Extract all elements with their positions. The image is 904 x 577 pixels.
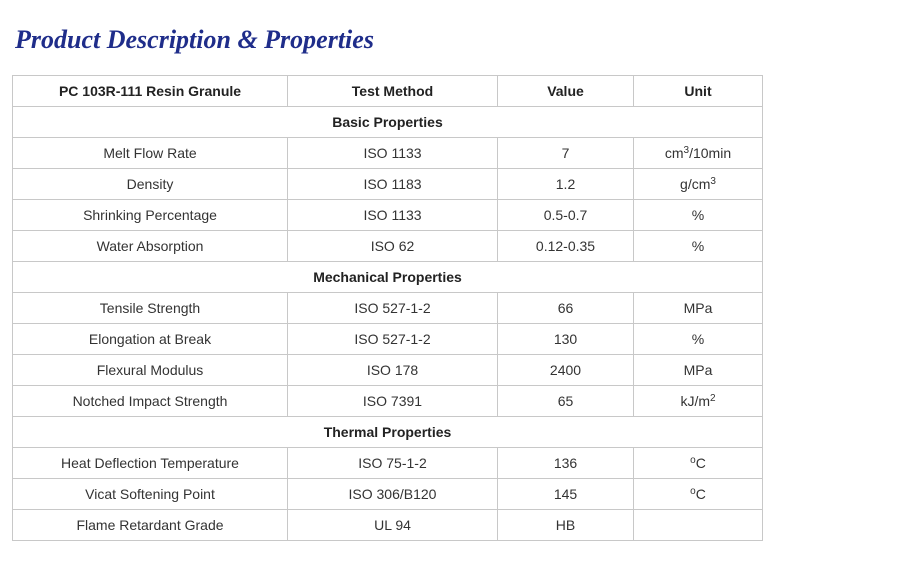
value-cell: HB (498, 510, 634, 541)
property-cell: Flexural Modulus (13, 355, 288, 386)
test-method-cell: ISO 527-1-2 (288, 293, 498, 324)
test-method-cell: ISO 306/B120 (288, 479, 498, 510)
value-cell: 0.5-0.7 (498, 200, 634, 231)
value-cell: 130 (498, 324, 634, 355)
test-method-cell: ISO 178 (288, 355, 498, 386)
property-cell: Flame Retardant Grade (13, 510, 288, 541)
unit-base: % (691, 238, 705, 254)
test-method-cell: ISO 7391 (288, 386, 498, 417)
section-title: Basic Properties (13, 107, 763, 138)
property-cell: Heat Deflection Temperature (13, 448, 288, 479)
page-title: Product Description & Properties (15, 25, 374, 54)
unit-suffix: C (695, 486, 706, 502)
unit-base: MPa (683, 300, 713, 316)
property-cell: Vicat Softening Point (13, 479, 288, 510)
table-row (13, 510, 763, 541)
table-row (13, 355, 763, 386)
unit-cell (634, 169, 763, 200)
value-cell: 145 (498, 479, 634, 510)
header-test-method: Test Method (288, 76, 498, 107)
property-cell: Tensile Strength (13, 293, 288, 324)
table-row (13, 231, 763, 262)
section-title: Mechanical Properties (13, 262, 763, 293)
properties-table (12, 75, 763, 541)
section-title: Thermal Properties (13, 417, 763, 448)
unit-cell (634, 324, 763, 355)
value-cell: 136 (498, 448, 634, 479)
unit-superscript: o (690, 455, 696, 466)
property-cell: Density (13, 169, 288, 200)
value-cell: 65 (498, 386, 634, 417)
unit-base: % (691, 207, 705, 223)
test-method-cell: ISO 62 (288, 231, 498, 262)
table-row (13, 386, 763, 417)
header-product: PC 103R-111 Resin Granule (13, 76, 288, 107)
unit-cell (634, 293, 763, 324)
unit-cell (634, 138, 763, 169)
unit-base: g/cm (680, 176, 711, 192)
test-method-cell: UL 94 (288, 510, 498, 541)
test-method-cell: ISO 1133 (288, 138, 498, 169)
table-body (13, 107, 763, 541)
value-cell: 7 (498, 138, 634, 169)
header-row (13, 76, 763, 107)
unit-base: kJ/m (680, 393, 710, 409)
test-method-cell: ISO 1183 (288, 169, 498, 200)
unit-base: MPa (683, 362, 713, 378)
unit-cell (634, 355, 763, 386)
test-method-cell: ISO 1133 (288, 200, 498, 231)
property-cell: Melt Flow Rate (13, 138, 288, 169)
table-row (13, 200, 763, 231)
unit-superscript: o (690, 486, 696, 497)
unit-cell (634, 200, 763, 231)
value-cell: 1.2 (498, 169, 634, 200)
unit-cell (634, 448, 763, 479)
unit-superscript: 2 (710, 393, 716, 404)
unit-superscript: 3 (683, 145, 690, 156)
property-cell: Notched Impact Strength (13, 386, 288, 417)
property-cell: Shrinking Percentage (13, 200, 288, 231)
table-row (13, 138, 763, 169)
property-cell: Elongation at Break (13, 324, 288, 355)
table-row (13, 169, 763, 200)
section-row (13, 107, 763, 138)
unit-suffix: C (695, 455, 706, 471)
table-row (13, 324, 763, 355)
property-cell: Water Absorption (13, 231, 288, 262)
table-row (13, 448, 763, 479)
value-cell: 2400 (498, 355, 634, 386)
unit-cell (634, 510, 763, 541)
header-unit: Unit (634, 76, 763, 107)
table-row (13, 293, 763, 324)
unit-cell (634, 479, 763, 510)
value-cell: 0.12-0.35 (498, 231, 634, 262)
test-method-cell: ISO 527-1-2 (288, 324, 498, 355)
section-row (13, 417, 763, 448)
unit-cell (634, 386, 763, 417)
unit-cell (634, 231, 763, 262)
unit-superscript: 3 (710, 176, 716, 187)
unit-suffix: /10min (689, 145, 732, 161)
value-cell: 66 (498, 293, 634, 324)
test-method-cell: ISO 75-1-2 (288, 448, 498, 479)
section-row (13, 262, 763, 293)
unit-base: % (691, 331, 705, 347)
table-row (13, 479, 763, 510)
unit-base: cm (664, 145, 684, 161)
header-value: Value (498, 76, 634, 107)
